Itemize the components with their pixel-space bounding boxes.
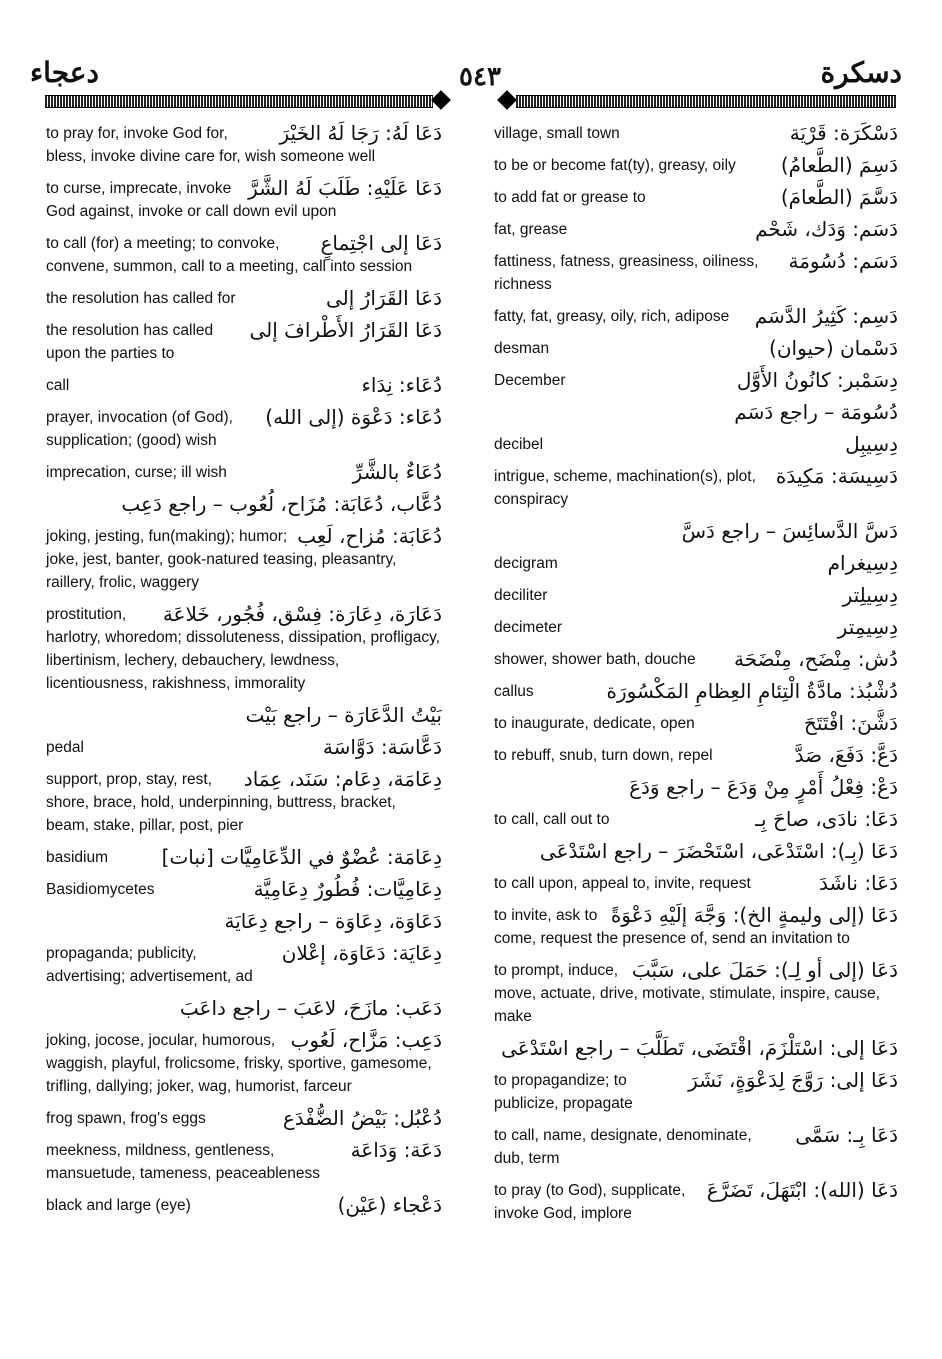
dictionary-entry — [494, 122, 898, 145]
english-definition: shower, shower bath, douche — [494, 651, 696, 668]
dictionary-entry — [46, 878, 442, 901]
dictionary-entry — [494, 904, 898, 950]
left-guide-word: دعجاء — [30, 58, 99, 89]
arabic-headword: دَعِب: مَزَّاح، لَعُوب — [290, 1028, 442, 1052]
dictionary-entry — [494, 1069, 898, 1115]
english-definition: fat, grease — [494, 221, 568, 238]
english-definition: to rebuff, snub, turn down, repel — [494, 747, 713, 764]
english-definition: basidium — [46, 849, 109, 866]
arabic-headword: دِسِيلِتر — [842, 583, 898, 607]
dictionary-entry — [46, 910, 442, 933]
dictionary-entry — [494, 433, 898, 456]
arabic-headword: دُعْبُل: بَيْضُ الضُّفْدَع — [282, 1106, 442, 1130]
english-definition: to call, name, designate, denominate, dub, term — [494, 1127, 752, 1167]
arabic-headword: دَسَّمَ (الطَّعامَ) — [780, 185, 898, 209]
diamond-ornament-icon — [497, 90, 517, 110]
english-definition: callus — [494, 683, 534, 700]
dictionary-entry — [494, 401, 898, 424]
arabic-headword: دَعَا لَهُ: رَجَا لَهُ الخَيْرَ — [279, 121, 442, 145]
english-definition: to pray for, invoke God for, bless, invoke divine care for, wish someone well — [46, 125, 376, 165]
dictionary-entry — [494, 369, 898, 392]
english-definition: to inaugurate, dedicate, open — [494, 715, 695, 732]
arabic-headword: دُعَاءٌ بالشَّرِّ — [352, 460, 442, 484]
arabic-headword: دَسِيسَة: مَكِيدَة — [775, 464, 898, 488]
dictionary-entry — [494, 520, 898, 543]
dictionary-entry — [494, 1179, 898, 1225]
dictionary-entry — [46, 1194, 442, 1217]
arabic-headword: دَعَا القَرَارُ إلى — [326, 286, 442, 310]
arabic-headword: دِعَامَة، دِعَام: سَنَد، عِمَاد — [243, 767, 442, 791]
arabic-headword: دُعَاء: دَعْوَة (إلى الله) — [265, 405, 442, 429]
dictionary-entry — [494, 680, 898, 703]
arabic-headword: دَعَارَة، دِعَارَة: فِسْق، فُجُور، خَلاعَة — [162, 602, 442, 626]
english-definition: fattiness, fatness, greasiness, oiliness, richness — [494, 253, 759, 293]
english-definition: desman — [494, 340, 550, 357]
arabic-headword: دَعَّ: دَفَعَ، صَدَّ — [794, 743, 898, 767]
arabic-headword: دِعَامِيَّات: فُطُورٌ دِعَامِيَّة — [253, 877, 442, 901]
arabic-headword: دَعَا (الله): ابْتَهَلَ، تَضَرَّعَ — [706, 1178, 898, 1202]
dictionary-entry — [494, 305, 898, 328]
arabic-headword: دَعَا عَلَيْهِ: طَلَبَ لَهُ الشَّرَّ — [248, 176, 442, 200]
arabic-headword: بَيْتُ الدَّعَارَة – راجع بَيْت — [245, 703, 442, 727]
arabic-headword: دَعَا إلى: رَوَّجَ لِدَعْوَةٍ، نَشَرَ — [688, 1068, 898, 1092]
dictionary-entry — [46, 1107, 442, 1130]
dictionary-entry — [494, 616, 898, 639]
english-definition: frog spawn, frog's eggs — [46, 1110, 206, 1127]
dictionary-entry — [494, 648, 898, 671]
dictionary-entry — [46, 997, 442, 1020]
dictionary-entry — [494, 552, 898, 575]
dictionary-entry — [494, 808, 898, 831]
english-definition: pedal — [46, 739, 84, 756]
arabic-headword: دَسِم: كَثِيرُ الدَّسَم — [754, 304, 898, 328]
arabic-headword: دَعَا بِـ: سَمَّى — [795, 1123, 898, 1147]
arabic-headword: دَعَا القَرَارُ الأَطْرافَ إلى — [249, 318, 442, 342]
dictionary-entry — [494, 1037, 898, 1060]
english-definition: decigram — [494, 555, 558, 572]
arabic-headword: دِعَامَة: عُضْوٌ في الدِّعَامِيَّات [نبات] — [161, 845, 442, 869]
english-definition: to pray (to God), supplicate, invoke God, implore — [494, 1182, 686, 1222]
dictionary-entry — [494, 584, 898, 607]
right-guide-word: دسكرة — [820, 58, 902, 89]
english-definition: to invite, ask to come, request the presence of, send an invitation to — [494, 907, 850, 947]
arabic-headword: دَعَا: ناشَدَ — [819, 871, 898, 895]
dictionary-entry — [494, 337, 898, 360]
dictionary-entry — [46, 287, 442, 310]
english-definition: joking, jocose, jocular, humorous, waggish, playful, frolicsome, frisky, sportive, gamesome, trifling, dallying; joker, wag, humorist, farceur — [46, 1032, 432, 1095]
arabic-headword: دَسَم: وَدَك، شَحْم — [755, 217, 898, 241]
dictionary-entry — [494, 465, 898, 511]
arabic-headword: دَعَة: وَدَاعَة — [350, 1138, 442, 1162]
dictionary-entry — [46, 177, 442, 223]
english-definition: to call, call out to — [494, 811, 610, 828]
dictionary-entry — [494, 776, 898, 799]
english-definition: to prompt, induce, move, actuate, drive, motivate, stimulate, inspire, cause, make — [494, 962, 880, 1025]
dictionary-entry — [46, 406, 442, 452]
dictionary-entry — [494, 186, 898, 209]
english-definition: to propagandize; to publicize, propagate — [494, 1072, 633, 1112]
dictionary-entry — [494, 959, 898, 1028]
dictionary-entry — [494, 154, 898, 177]
english-definition: black and large (eye) — [46, 1197, 191, 1214]
arabic-headword: دَعْجاء (عَيْن) — [337, 1193, 442, 1217]
arabic-headword: دَسَم: دُسُومَة — [788, 249, 898, 273]
english-definition: to call (for) a meeting; to convoke, convene, summon, call to a meeting, call into session — [46, 235, 413, 275]
dictionary-entry — [46, 319, 442, 365]
english-definition: deciliter — [494, 587, 548, 604]
dictionary-entry — [494, 218, 898, 241]
dictionary-entry — [494, 712, 898, 735]
dictionary-entry — [46, 374, 442, 397]
diamond-ornament-icon — [431, 90, 451, 110]
english-definition: call — [46, 377, 70, 394]
arabic-headword: دَعَا (إلى وليمةٍ الخ): وَجَّهَ إلَيْهِ دَعْوَةً — [610, 903, 898, 927]
page-number: ٥٤٣ — [459, 62, 501, 91]
arabic-headword: دَسِمَ (الطَّعامُ) — [780, 153, 898, 177]
arabic-headword: دَعَا (إلى أو لِـ): حَمَلَ على، سَبَّبَ — [631, 958, 898, 982]
dictionary-entry — [46, 846, 442, 869]
dictionary-entry — [46, 493, 442, 516]
arabic-headword: دَعَا: نادَى، صاحَ بِـ — [755, 807, 898, 831]
arabic-headword: دَعَب: مازَحَ، لاعَبَ – راجع داعَبَ — [179, 996, 442, 1020]
english-definition: village, small town — [494, 125, 620, 142]
arabic-headword: دِسِيبِل — [845, 432, 898, 456]
dictionary-entry — [46, 768, 442, 837]
english-definition: decimeter — [494, 619, 563, 636]
arabic-headword: دُشْبُذ: مادَّةُ الْتِئامِ العِظامِ المَكْسُورَة — [606, 679, 898, 703]
dictionary-entry — [46, 736, 442, 759]
arabic-headword: دَسْكَرَة: قَرْيَة — [789, 121, 898, 145]
arabic-headword: دُعَاء: نِدَاء — [361, 373, 442, 397]
english-definition: to be or become fat(ty), greasy, oily — [494, 157, 736, 174]
english-definition: prayer, invocation (of God), supplication; (good) wish — [46, 409, 233, 449]
arabic-headword: دَعْ: فِعْلُ أَمْرٍ مِنْ وَدَعَ – راجع وَدَعَ — [629, 775, 898, 799]
arabic-headword: دُعَّاب، دُعَابَة: مُزَاح، لُعُوب – راجع دَعِب — [121, 492, 442, 516]
left-column — [46, 122, 442, 1226]
dictionary-entry — [46, 525, 442, 594]
arabic-headword: دَعَا إلى: اسْتَلْزَمَ، اقْتَضَى، تَطَلَّبَ – راجع اسْتَدْعَى — [501, 1036, 898, 1060]
dictionary-entry — [46, 1029, 442, 1098]
english-definition: to add fat or grease to — [494, 189, 646, 206]
arabic-headword: دَعَا (بِـ): اسْتَدْعَى، اسْتَحْضَرَ – راجع اسْتَدْعَى — [539, 839, 898, 863]
dictionary-entry — [46, 232, 442, 278]
english-definition: prostitution, harlotry, whoredom; dissoluteness, dissipation, profligacy, libertinism, lechery, debauchery, lewdness, licentiousness, rakishness, immorality — [46, 606, 441, 692]
dictionary-entry — [494, 840, 898, 863]
dictionary-entry — [46, 603, 442, 695]
arabic-headword: دُسُومَة – راجع دَسَم — [734, 400, 898, 424]
english-definition: to curse, imprecate, invoke God against, invoke or call down evil upon — [46, 180, 337, 220]
english-definition: imprecation, curse; ill wish — [46, 464, 227, 481]
dictionary-entry — [494, 1124, 898, 1170]
english-definition: propaganda; publicity, advertising; advertisement, ad — [46, 945, 253, 985]
dictionary-entry — [46, 942, 442, 988]
english-definition: December — [494, 372, 566, 389]
arabic-headword: دُش: مِنْضَح، مِنْضَحَة — [734, 647, 898, 671]
dictionary-entry — [46, 122, 442, 168]
arabic-headword: دِسِيغرام — [827, 551, 898, 575]
english-definition: support, prop, stay, rest, shore, brace, hold, underpinning, buttress, bracket, beam, stake, pillar, post, pier — [46, 771, 396, 834]
dictionary-entry — [494, 250, 898, 296]
english-definition: decibel — [494, 436, 544, 453]
arabic-headword: دِسِيمِتر — [837, 615, 898, 639]
english-definition: intrigue, scheme, machination(s), plot, conspiracy — [494, 468, 756, 508]
english-definition: meekness, mildness, gentleness, mansuetude, tameness, peaceableness — [46, 1142, 321, 1182]
dictionary-entry — [494, 872, 898, 895]
arabic-headword: دَعَا إلى اجْتِماعٍ — [320, 231, 442, 255]
english-definition: joking, jesting, fun(making); humor; joke, jest, banter, gook-natured teasing, pleasantry, raillery, frolic, waggery — [46, 528, 397, 591]
english-definition: the resolution has called upon the parties to — [46, 322, 214, 362]
english-definition: the resolution has called for — [46, 290, 236, 307]
english-definition: Basidiomycetes — [46, 881, 155, 898]
arabic-headword: دَسْمان (حيوان) — [769, 336, 898, 360]
english-definition: to call upon, appeal to, invite, request — [494, 875, 751, 892]
arabic-headword: دَعَّاسَة: دَوَّاسَة — [322, 735, 442, 759]
arabic-headword: دَشَّنَ: افْتَتَحَ — [803, 711, 898, 735]
arabic-headword: دُعَابَة: مُزاح، لَعِب — [297, 524, 442, 548]
header-rule-left — [45, 95, 433, 108]
arabic-headword: دَسَّ الدَّسائِسَ – راجع دَسَّ — [681, 519, 898, 543]
english-definition: fatty, fat, greasy, oily, rich, adipose — [494, 308, 730, 325]
header-rule-right — [516, 95, 896, 108]
arabic-headword: دَعَاوَة، دِعَاوَة – راجع دِعَايَة — [224, 909, 442, 933]
page-header — [0, 0, 942, 120]
dictionary-entry — [46, 1139, 442, 1185]
right-column — [494, 122, 898, 1234]
arabic-headword: دِعَايَة: دَعَاوَة، إعْلان — [281, 941, 442, 965]
dictionary-entry — [46, 704, 442, 727]
arabic-headword: دِسَمْبر: كانُونُ الأَوَّل — [736, 368, 898, 392]
dictionary-entry — [46, 461, 442, 484]
dictionary-entry — [494, 744, 898, 767]
